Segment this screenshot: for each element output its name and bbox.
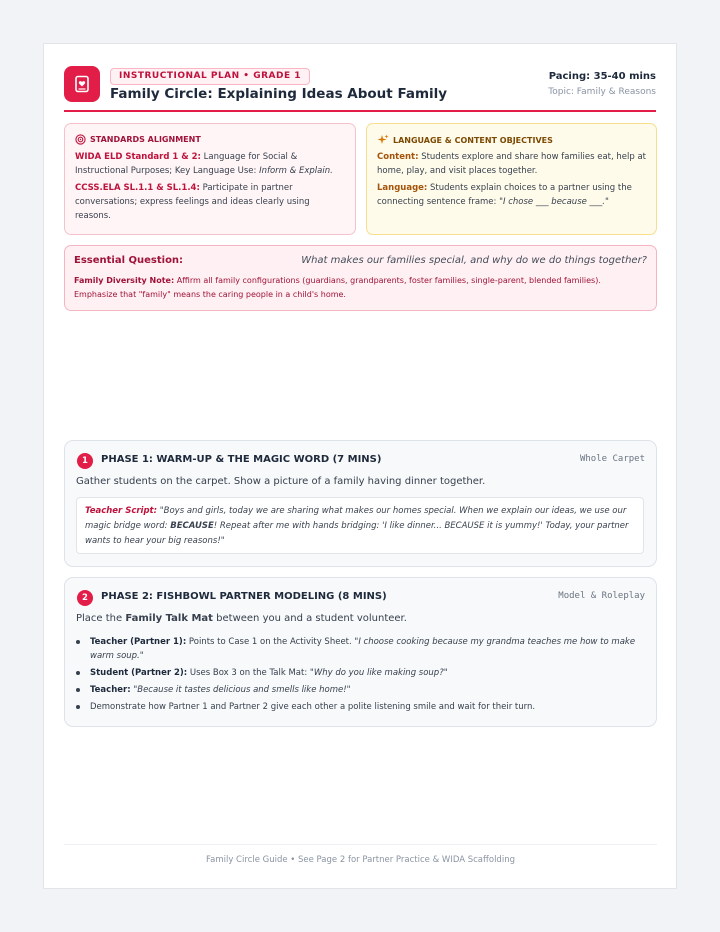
target-icon — [75, 134, 86, 145]
essential-question-text: What makes our families special, and why do we do things together? — [301, 255, 647, 266]
lesson-plan-page — [43, 43, 677, 889]
standards-box — [64, 123, 356, 235]
essential-question-box — [64, 245, 657, 311]
objectives-box — [366, 123, 657, 235]
phase-tag: Model & Roleplay — [558, 591, 645, 601]
list-item: Teacher (Partner 1): Points to Case 1 on the Activity Sheet. "I choose cooking because my grandma teaches me how to make warm soup." — [76, 635, 646, 663]
teacher-script: Teacher Script: "Boys and girls, today we are sharing what makes our homes special. When we explain our ideas, we use our magic bridge word: BECAUSE! Repeat after me with hands bridging: 'I like dinner... BECAUSE it is yummy!' Today, your partner wants to hear your big reasons!" — [76, 497, 644, 554]
page-footer: Family Circle Guide • See Page 2 for Partner Practice & WIDA Scaffolding — [64, 844, 657, 865]
standards-heading: STANDARDS ALIGNMENT — [75, 134, 201, 145]
sparkle-icon — [377, 134, 389, 146]
essential-question-label: Essential Question: — [74, 255, 184, 266]
language-objective: Language: Students explain choices to a partner using the connecting sentence frame: "I chose ___ because ___." — [377, 183, 632, 207]
phase-2-card — [64, 577, 657, 727]
topic-label: Topic: Family & Reasons — [548, 87, 656, 97]
phase-number: 2 — [77, 590, 93, 606]
plan-badge: INSTRUCTIONAL PLAN • GRADE 1 — [110, 68, 310, 85]
content-objective: Content: Students explore and share how families eat, help at home, play, and visit places together. — [377, 152, 647, 176]
list-item: Demonstrate how Partner 1 and Partner 2 give each other a polite listening smile and wait for their turn. — [76, 700, 646, 714]
phase-title: PHASE 1: WARM-UP & THE MAGIC WORD (7 MINS) — [101, 454, 382, 465]
standard-item: CCSS.ELA SL.1.1 & SL.1.4: Participate in partner conversations; express feelings and ideas clearly using reasons. — [75, 183, 310, 221]
heart-book-icon — [64, 66, 100, 102]
family-diversity-note: Family Diversity Note: Affirm all family configurations (guardians, grandparents, foster families, single-parent, blended families). Emphasize that "family" means the caring people in a child's home. — [74, 276, 601, 299]
phase-title: PHASE 2: FISHBOWL PARTNER MODELING (8 MINS) — [101, 591, 387, 602]
standard-item: WIDA ELD Standard 1 & 2: Language for Social & Instructional Purposes; Key Language Use: Inform & Explain. — [75, 152, 333, 176]
phase-tag: Whole Carpet — [579, 454, 645, 464]
phase-number: 1 — [77, 453, 93, 469]
list-item: Student (Partner 2): Uses Box 3 on the Talk Mat: "Why do you like making soup?" — [76, 666, 646, 680]
page-title: Family Circle: Explaining Ideas About Family — [110, 86, 448, 102]
objectives-heading: LANGUAGE & CONTENT OBJECTIVES — [377, 134, 553, 146]
phase-1-card — [64, 440, 657, 567]
pacing-label: Pacing: 35-40 mins — [548, 71, 656, 82]
phase-intro: Gather students on the carpet. Show a picture of a family having dinner together. — [76, 476, 486, 487]
page-header — [64, 66, 656, 112]
phase-intro: Place the Family Talk Mat between you and a student volunteer. — [76, 613, 407, 624]
list-item: Teacher: "Because it tastes delicious and smells like home!" — [76, 683, 646, 697]
